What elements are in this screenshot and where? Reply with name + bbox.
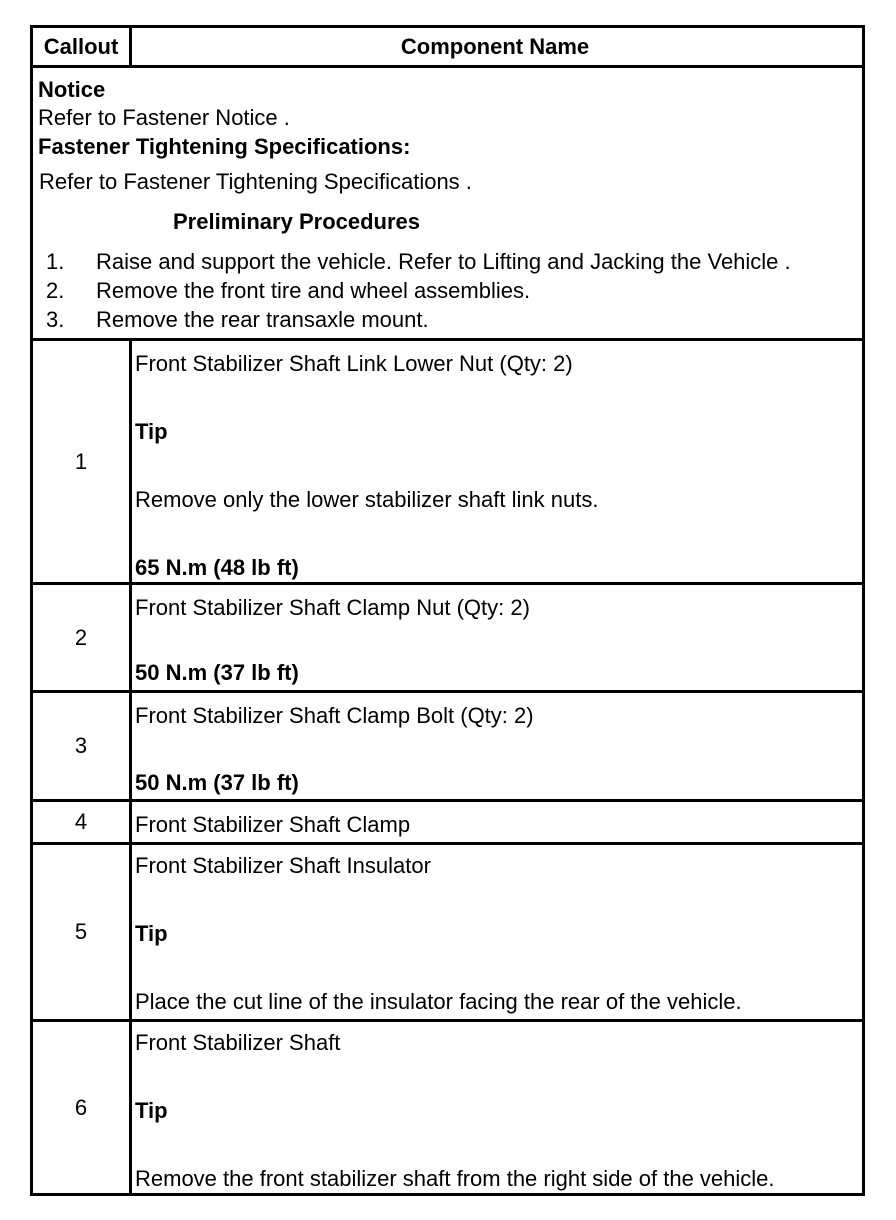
table-row: [30, 1019, 865, 1196]
step-text: Remove the rear transaxle mount.: [96, 307, 429, 332]
table-row: [30, 799, 865, 845]
step-number: 3.: [46, 307, 65, 332]
step-text: Raise and support the vehicle. Refer to Lifting and Jacking the Vehicle .: [96, 249, 791, 274]
component-cell: [135, 585, 858, 690]
intro-block: [30, 65, 865, 341]
tip-label: Tip: [135, 921, 168, 946]
callout-number: 3: [33, 693, 132, 799]
component-name: Front Stabilizer Shaft Link Lower Nut (Qty: 2): [135, 351, 573, 376]
component-cell: [135, 1022, 858, 1193]
callout-number: 6: [33, 1022, 132, 1193]
callout-number: 5: [33, 845, 132, 1019]
fastener-text: Refer to Fastener Tightening Specifications .: [39, 169, 472, 194]
component-name-header: Component Name: [400, 33, 590, 59]
component-name: Front Stabilizer Shaft Insulator: [135, 853, 431, 878]
tip-text: Remove only the lower stabilizer shaft link nuts.: [135, 487, 599, 512]
step-text: Remove the front tire and wheel assemblies.: [96, 278, 531, 303]
tip-text: Remove the front stabilizer shaft from the right side of the vehicle.: [135, 1166, 775, 1191]
callout-header: Callout: [33, 28, 132, 65]
preliminary-procedures-title: Preliminary Procedures: [173, 209, 421, 234]
table-row: [30, 582, 865, 693]
component-name: Front Stabilizer Shaft Clamp: [135, 812, 411, 837]
table-row: [30, 842, 865, 1022]
callout-number: 2: [33, 585, 132, 690]
callout-number: 4: [33, 802, 132, 842]
component-name: Front Stabilizer Shaft Clamp Bolt (Qty: 2): [135, 703, 534, 728]
component-cell: [135, 845, 858, 1019]
tip-label: Tip: [135, 1098, 168, 1123]
table-row: [30, 338, 865, 585]
torque-spec: 50 N.m (37 lb ft): [135, 770, 299, 795]
table-header: [30, 25, 865, 68]
table-row: [30, 690, 865, 802]
notice-title: Notice: [38, 77, 106, 102]
component-cell: [135, 802, 858, 842]
component-name: Front Stabilizer Shaft Clamp Nut (Qty: 2): [135, 595, 530, 620]
notice-text: Refer to Fastener Notice .: [38, 105, 290, 130]
component-cell: [135, 341, 858, 582]
component-name: Front Stabilizer Shaft: [135, 1030, 341, 1055]
component-cell: [135, 693, 858, 799]
callout-number: 1: [33, 341, 132, 582]
step-number: 1.: [46, 249, 65, 274]
tip-label: Tip: [135, 419, 168, 444]
step-number: 2.: [46, 278, 65, 303]
torque-spec: 50 N.m (37 lb ft): [135, 660, 299, 685]
fastener-title: Fastener Tightening Specifications:: [38, 134, 411, 159]
torque-spec: 65 N.m (48 lb ft): [135, 555, 299, 580]
tip-text: Place the cut line of the insulator facing the rear of the vehicle.: [135, 989, 742, 1014]
